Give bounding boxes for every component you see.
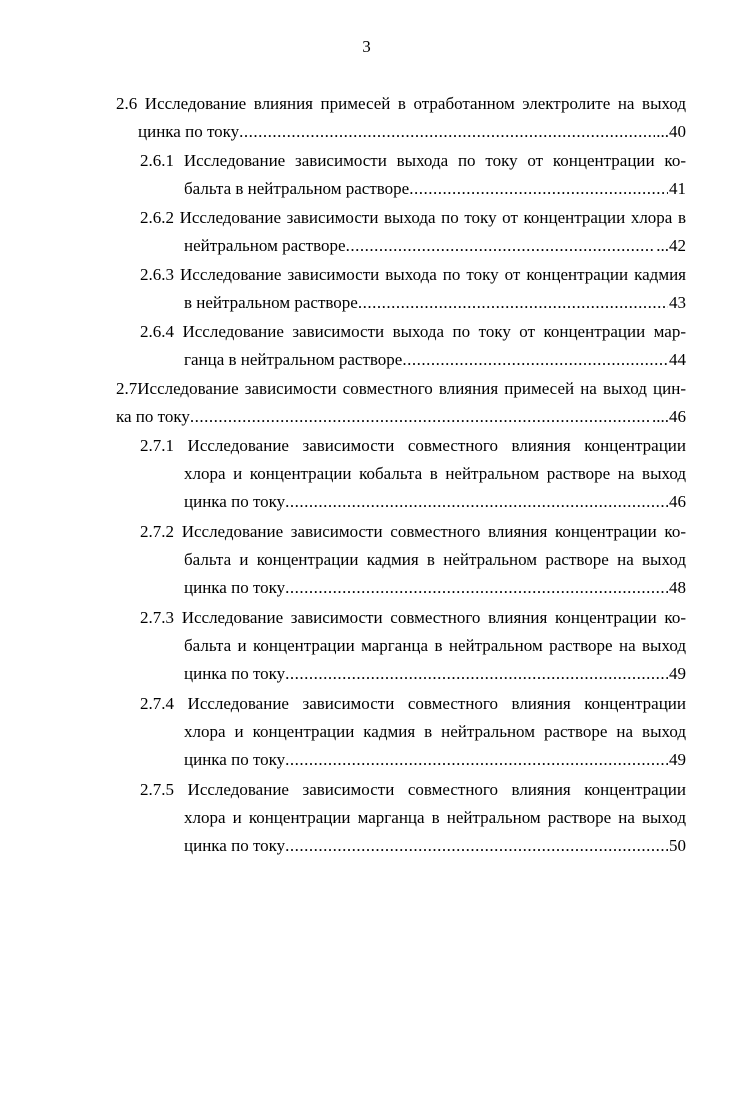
toc-entry-text: нейтральном растворе xyxy=(184,236,346,255)
toc-entry-text: 2.7.4 Исследование зависимости совместного влияния концентрации xyxy=(140,694,686,713)
toc-entry-2-7-5[interactable] xyxy=(140,776,686,860)
toc-entry-2-6-2[interactable] xyxy=(140,204,686,260)
toc-leader-dots xyxy=(285,660,668,688)
toc-page-number: 49 xyxy=(669,664,686,683)
toc-entry-text: цинка по току xyxy=(138,122,240,141)
toc-entry-2-6-4[interactable] xyxy=(140,318,686,374)
toc-page-number: 48 xyxy=(669,578,686,597)
toc-entry-text: 2.6.1 Исследование зависимости выхода по току от концентрации ко- xyxy=(140,151,686,170)
toc-page-number: ....46 xyxy=(652,407,686,426)
toc-entry-text: хлора и концентрации марганца в нейтральном растворе на выход xyxy=(184,808,686,827)
toc-page-number: 44 xyxy=(669,350,686,369)
toc-entry-2-7[interactable] xyxy=(116,375,686,431)
toc-entry-text: в нейтральном растворе xyxy=(184,293,358,312)
toc-entry-text: 2.6.3 Исследование зависимости выхода по току от концентрации кадмия xyxy=(140,265,686,284)
toc-entry-text: ганца в нейтральном растворе xyxy=(184,350,403,369)
toc-leader-dots xyxy=(409,175,668,203)
toc-entry-text: цинка по току xyxy=(184,664,286,683)
toc-entry-text: 2.7Исследование зависимости совместного влияния примесей на выход цин- xyxy=(116,379,686,398)
toc-entry-text: 2.6 Исследование влияния примесей в отработанном электролите на выход xyxy=(116,94,686,113)
toc-leader-dots xyxy=(239,118,655,146)
toc-page-number: ...42 xyxy=(656,236,686,255)
toc-leader-dots xyxy=(190,403,651,431)
toc-entry-text: цинка по току xyxy=(184,750,286,769)
toc-entry-text: цинка по току xyxy=(184,836,286,855)
toc-entry-text: бальта в нейтральном растворе xyxy=(184,179,410,198)
toc-entry-text: 2.6.4 Исследование зависимости выхода по току от концентрации мар- xyxy=(140,322,686,341)
toc-entry-2-7-4[interactable] xyxy=(140,690,686,774)
toc-entry-text: 2.7.2 Исследование зависимости совместного влияния концентрации ко- xyxy=(140,522,686,541)
toc-entry-text: ка по току xyxy=(116,407,190,426)
toc-leader-dots xyxy=(358,289,668,317)
toc-entry-2-7-2[interactable] xyxy=(140,518,686,602)
toc-page-number: 43 xyxy=(669,293,686,312)
toc-page-number: 41 xyxy=(669,179,686,198)
toc-entry-text: бальта и концентрации кадмия в нейтральном растворе на выход xyxy=(184,550,686,569)
toc-leader-dots xyxy=(285,832,668,860)
toc-entry-text: хлора и концентрации кобальта в нейтральном растворе на выход xyxy=(184,464,686,483)
toc-leader-dots xyxy=(402,346,668,374)
toc-entry-text: 2.7.5 Исследование зависимости совместного влияния концентрации xyxy=(140,780,686,799)
toc-entry-2-6-3[interactable] xyxy=(140,261,686,317)
toc-entry-text: цинка по току xyxy=(184,492,286,511)
toc-entry-text: хлора и концентрации кадмия в нейтральном растворе на выход xyxy=(184,722,686,741)
toc-leader-dots xyxy=(285,488,668,516)
toc-page-number: 50 xyxy=(669,836,686,855)
page-number: 3 xyxy=(362,37,371,56)
toc-page-number: ...40 xyxy=(656,122,686,141)
toc-entry-text: цинка по току xyxy=(184,578,286,597)
toc-leader-dots xyxy=(285,746,668,774)
toc-page-number: 49 xyxy=(669,750,686,769)
toc-page-number: 46 xyxy=(669,492,686,511)
toc-leader-dots xyxy=(346,232,656,260)
toc-entry-2-6[interactable] xyxy=(116,90,686,146)
toc-entry-text: 2.7.3 Исследование зависимости совместного влияния концентрации ко- xyxy=(140,608,686,627)
toc-leader-dots xyxy=(285,574,668,602)
toc-entry-text: бальта и концентрации марганца в нейтральном растворе на выход xyxy=(184,636,686,655)
toc-entry-2-7-1[interactable] xyxy=(140,432,686,516)
toc-entry-text: 2.7.1 Исследование зависимости совместного влияния концентрации xyxy=(140,436,686,455)
toc-entry-text: 2.6.2 Исследование зависимости выхода по току от концентрации хлора в xyxy=(140,208,686,227)
toc-entry-2-6-1[interactable] xyxy=(140,147,686,203)
toc-entry-2-7-3[interactable] xyxy=(140,604,686,688)
